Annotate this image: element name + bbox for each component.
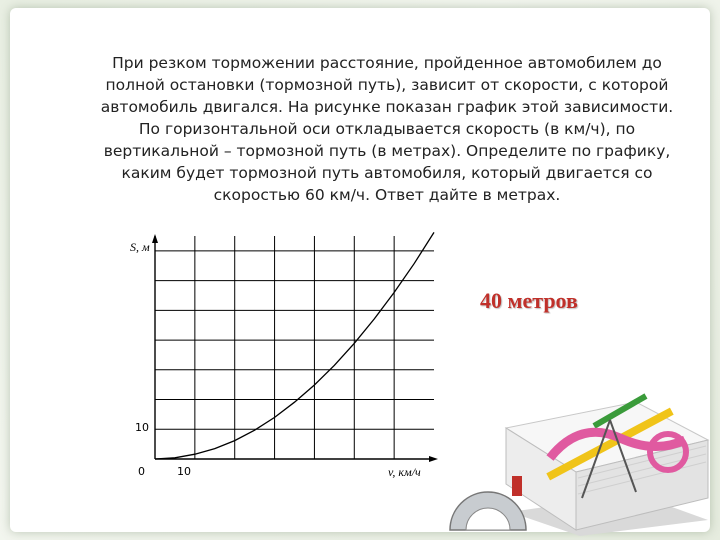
braking-distance-chart <box>120 228 450 484</box>
series-line <box>155 232 434 459</box>
y-axis-arrow <box>152 234 158 243</box>
x-axis-arrow <box>429 456 438 462</box>
chart-grid <box>155 236 434 459</box>
y-tick-label-10: 10 <box>135 421 149 434</box>
answer-text: 40 метров <box>480 288 578 313</box>
origin-label: 0 <box>138 465 145 478</box>
y-axis-label: S, м <box>130 240 150 254</box>
chart-labels <box>130 240 421 479</box>
x-axis-label: v, км/ч <box>388 465 421 479</box>
problem-text: При резком торможении расстояние, пройденное автомобилем до полной остановки (тормозной путь), зависит от скорости, с которой автомобиль двигался. На рисунке показан график этой зависимости. По горизонтальной оси откладывается скорость (в км/ч), по вертикальной – тормозной путь (в метрах). Определите по графику, каким будет тормозной путь автомобиля, который двигается со скоростью 60 км/ч. Ответ дайте в метрах. <box>100 54 674 204</box>
x-tick-label-10: 10 <box>177 465 191 478</box>
book-pencil-compass-protractor-icon <box>440 380 710 536</box>
